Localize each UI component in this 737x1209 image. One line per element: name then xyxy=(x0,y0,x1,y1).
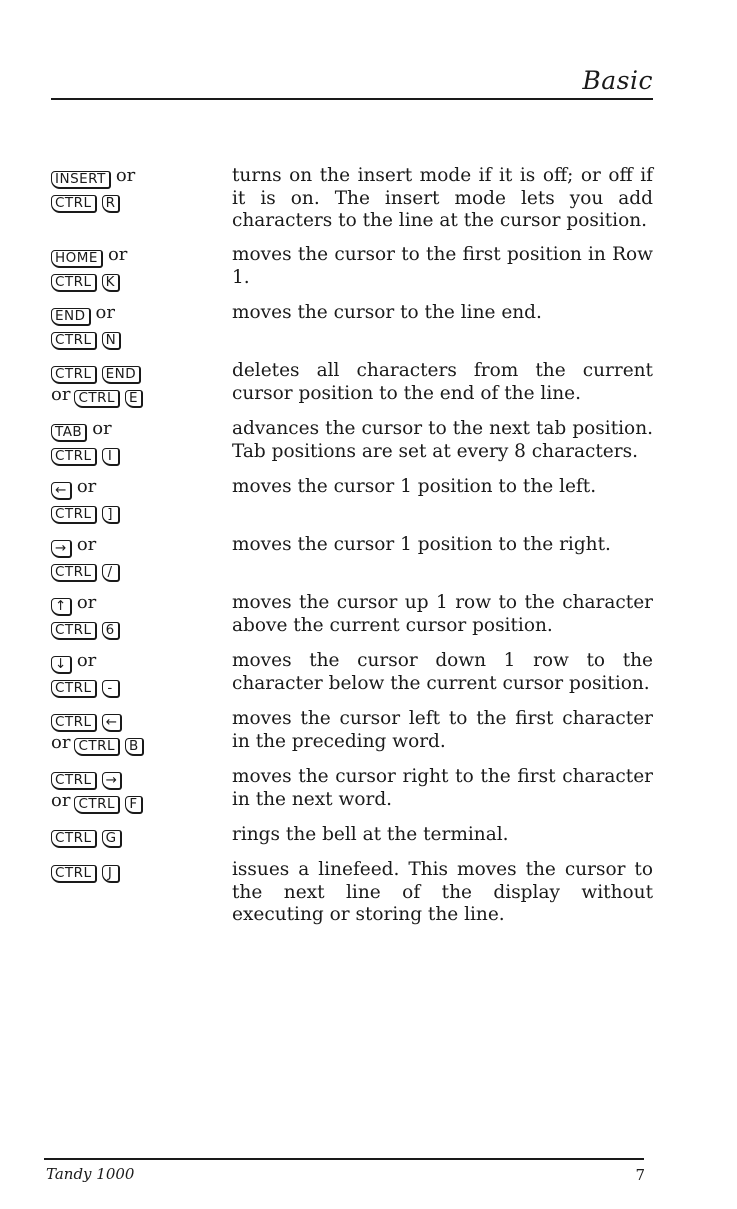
keycap: CTRL xyxy=(74,796,120,814)
footer-book-title: Tandy 1000 xyxy=(46,1165,135,1183)
key-combination-line xyxy=(51,766,226,790)
keycap: CTRL xyxy=(51,714,97,732)
keycap: E xyxy=(125,390,143,408)
keycap: F xyxy=(125,796,143,814)
connector-word: or xyxy=(95,302,115,323)
key-combination-line xyxy=(51,165,226,189)
key-combination-line xyxy=(51,650,226,674)
key-description: deletes all characters from the current cursor position to the end of the line. xyxy=(232,360,653,404)
keycap: CTRL xyxy=(51,772,97,790)
keycap: B xyxy=(125,738,144,756)
key-description: moves the cursor down 1 row to the character below the current cursor position. xyxy=(232,650,653,694)
key-description: rings the bell at the terminal. xyxy=(232,824,509,845)
keycap: CTRL xyxy=(74,738,120,756)
key-combination xyxy=(51,534,226,582)
keycap: CTRL xyxy=(51,622,97,640)
key-combination-line xyxy=(51,326,226,350)
keycap: → xyxy=(102,772,123,790)
connector-word: or xyxy=(76,476,97,497)
key-combination xyxy=(51,650,226,698)
keycap: N xyxy=(102,332,122,350)
keycap: CTRL xyxy=(51,830,97,848)
key-combination-line xyxy=(51,732,226,756)
key-combination-line xyxy=(51,616,226,640)
keycap: K xyxy=(102,274,120,292)
keycap: ↑ xyxy=(51,598,72,616)
key-combination-line xyxy=(51,824,226,848)
key-description: issues a linefeed. This moves the cursor to the next line of the display without executing or storing the line. xyxy=(232,859,653,925)
keycap: ← xyxy=(51,482,72,500)
key-description: moves the cursor to the line end. xyxy=(232,302,542,323)
running-header-title: Basic xyxy=(582,66,653,95)
keycap: INSERT xyxy=(51,171,111,189)
key-description: moves the cursor right to the first character in the next word. xyxy=(232,766,653,810)
key-combination xyxy=(51,244,226,292)
key-description: moves the cursor left to the first character in the preceding word. xyxy=(232,708,653,752)
keycap: → xyxy=(51,540,72,558)
key-description: moves the cursor up 1 row to the character above the current cursor position. xyxy=(232,592,653,636)
key-combination-line xyxy=(51,859,226,883)
key-combination-line xyxy=(51,790,226,814)
key-combination-line xyxy=(51,418,226,442)
key-combination-line xyxy=(51,558,226,582)
key-combination-line xyxy=(51,708,226,732)
keycap: 6 xyxy=(102,622,120,640)
keycap: CTRL xyxy=(74,390,120,408)
keycap: CTRL xyxy=(51,865,97,883)
key-combination-line xyxy=(51,592,226,616)
connector-word: or xyxy=(51,790,71,811)
keycap: / xyxy=(102,564,120,582)
key-combination xyxy=(51,766,226,814)
key-combination xyxy=(51,708,226,756)
keycap: CTRL xyxy=(51,195,97,213)
keycap: ← xyxy=(102,714,123,732)
connector-word: or xyxy=(115,165,136,186)
key-combination-line xyxy=(51,442,226,466)
footer-rule xyxy=(44,1158,644,1160)
keycap: CTRL xyxy=(51,506,97,524)
key-combination xyxy=(51,859,226,883)
key-combination-line xyxy=(51,268,226,292)
key-combination-line xyxy=(51,244,226,268)
key-description: advances the cursor to the next tab position. Tab positions are set at every 8 characters. xyxy=(232,418,653,462)
key-combination-line xyxy=(51,302,226,326)
keycap: HOME xyxy=(51,250,103,268)
key-combination xyxy=(51,360,226,408)
page-number: 7 xyxy=(635,1166,645,1184)
key-combination-line xyxy=(51,360,226,384)
keycap: G xyxy=(102,830,122,848)
connector-word: or xyxy=(76,534,97,555)
connector-word: or xyxy=(76,592,97,613)
key-description: moves the cursor 1 position to the left. xyxy=(232,476,597,497)
connector-word: or xyxy=(76,650,97,671)
keycap: R xyxy=(102,195,121,213)
key-combination-line xyxy=(51,534,226,558)
connector-word: or xyxy=(92,418,112,439)
connector-word: or xyxy=(107,244,128,265)
connector-word: or xyxy=(51,384,71,405)
keycap: CTRL xyxy=(51,680,97,698)
keycap: END xyxy=(102,366,142,384)
key-combination-line xyxy=(51,384,226,408)
key-combination xyxy=(51,165,226,213)
keycap: ↓ xyxy=(51,656,72,674)
keycap: CTRL xyxy=(51,274,97,292)
keycap: CTRL xyxy=(51,332,97,350)
keycap: CTRL xyxy=(51,448,97,466)
key-combination-line xyxy=(51,189,226,213)
keycap: I xyxy=(102,448,120,466)
key-combination xyxy=(51,592,226,640)
header-rule xyxy=(51,98,653,100)
key-combination-line xyxy=(51,476,226,500)
key-combination xyxy=(51,476,226,524)
keycap: END xyxy=(51,308,91,326)
keycap: TAB xyxy=(51,424,87,442)
key-combination xyxy=(51,302,226,350)
connector-word: or xyxy=(51,732,71,753)
key-combination xyxy=(51,824,226,848)
key-combination-line xyxy=(51,674,226,698)
keycap: - xyxy=(102,680,120,698)
keycap: CTRL xyxy=(51,366,97,384)
keycap: CTRL xyxy=(51,564,97,582)
keycap: J xyxy=(102,865,120,883)
keycap: ] xyxy=(102,506,120,524)
key-description: moves the cursor to the first position in Row 1. xyxy=(232,244,653,288)
key-combination xyxy=(51,418,226,466)
key-combination-line xyxy=(51,500,226,524)
key-description: moves the cursor 1 position to the right. xyxy=(232,534,611,555)
key-description: turns on the insert mode if it is off; or off if it is on. The insert mode lets you add characters to the line at the cursor position. xyxy=(232,165,653,231)
